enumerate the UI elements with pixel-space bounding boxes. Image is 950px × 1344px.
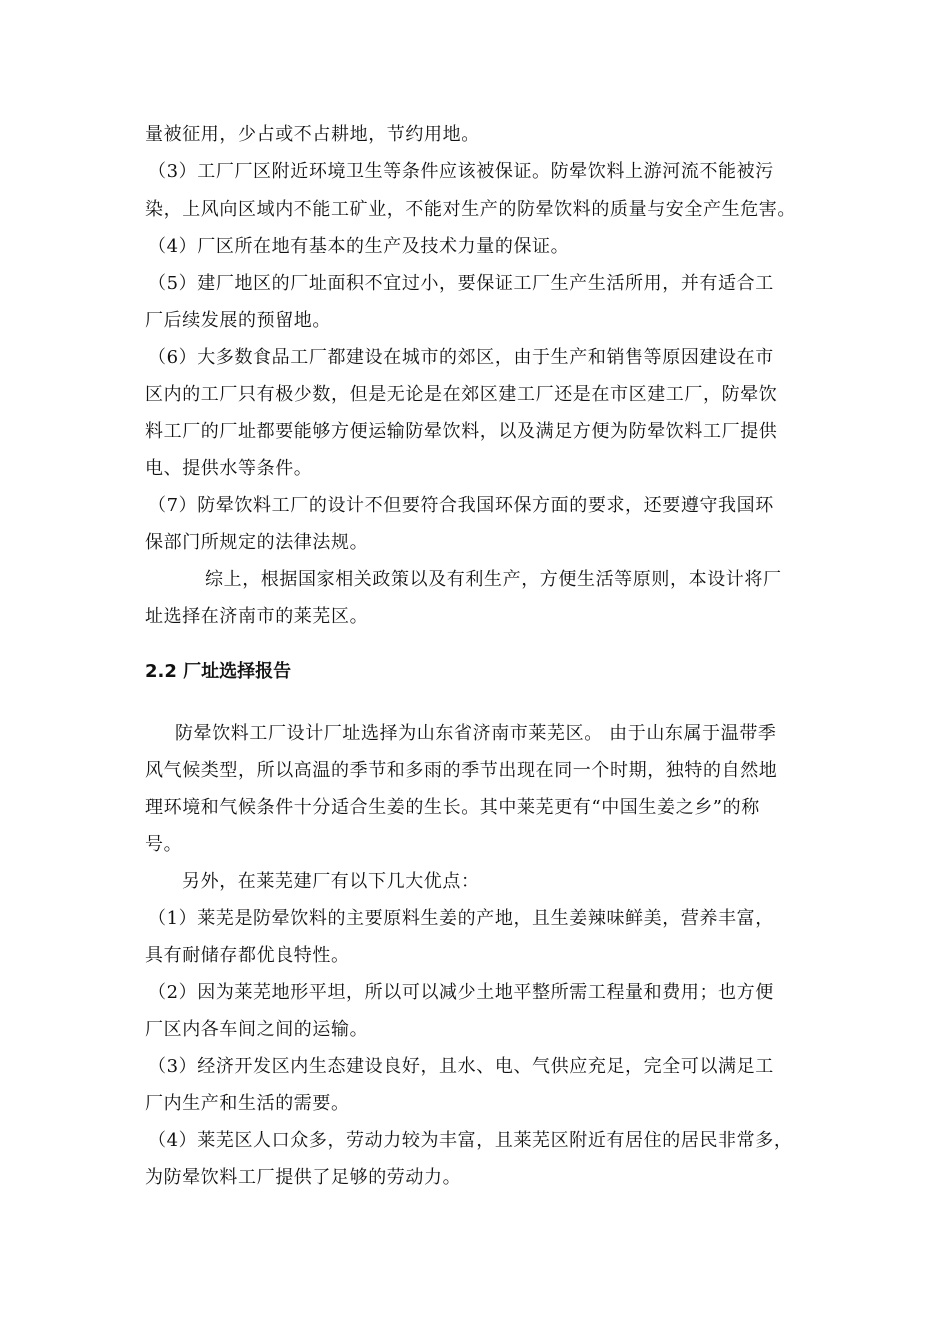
text-line: 为防晕饮料工厂提供了足够的劳动力。 <box>145 1167 462 1188</box>
text-line: （4）莱芜区人口众多，劳动力较为丰富，且莱芜区附近有居住的居民非常多， <box>148 1130 793 1151</box>
text-line: 号。 <box>145 834 183 855</box>
text-line: （2）因为莱芜地形平坦，所以可以减少土地平整所需工程量和费用；也方便 <box>148 982 774 1003</box>
text-line: 风气候类型，所以高温的季节和多雨的季节出现在同一个时期，独特的自然地 <box>145 760 778 781</box>
text-line: （7）防晕饮料工厂的设计不但要符合我国环保方面的要求，还要遵守我国环 <box>148 495 774 516</box>
text-line: （1）莱芜是防晕饮料的主要原料生姜的产地，且生姜辣味鲜美，营养丰富， <box>148 908 774 929</box>
text-line: 址选择在济南市的莱芜区。 <box>145 606 369 627</box>
text-line: 另外，在莱芜建厂有以下几大优点： <box>182 871 480 892</box>
text-line: （3）经济开发区内生态建设良好，且水、电、气供应充足，完全可以满足工 <box>148 1056 774 1077</box>
text-line: 染，上风向区域内不能工矿业，不能对生产的防晕饮料的质量与安全产生危害。 <box>145 199 796 220</box>
section-heading: 2.2 厂址选择报告 <box>145 661 292 682</box>
text-line: 电、提供水等条件。 <box>145 458 313 479</box>
text-line: 厂区内各车间之间的运输。 <box>145 1019 369 1040</box>
text-line: 保部门所规定的法律法规。 <box>145 532 369 553</box>
text-line: 料工厂的厂址都要能够方便运输防晕饮料，以及满足方便为防晕饮料工厂提供 <box>145 421 778 442</box>
text-line: 具有耐储存都优良特性。 <box>145 945 350 966</box>
text-line: 防晕饮料工厂设计厂址选择为山东省济南市莱芜区。 由于山东属于温带季 <box>175 723 777 744</box>
text-line: 区内的工厂只有极少数，但是无论是在郊区建工厂还是在市区建工厂，防晕饮 <box>145 384 778 405</box>
text-line: 理环境和气候条件十分适合生姜的生长。其中莱芜更有“中国生姜之乡”的称 <box>145 797 760 818</box>
text-line: （4）厂区所在地有基本的生产及技术力量的保证。 <box>148 236 570 257</box>
text-line: （3）工厂厂区附近环境卫生等条件应该被保证。防晕饮料上游河流不能被污 <box>148 161 774 182</box>
text-line: 厂后续发展的预留地。 <box>145 310 331 331</box>
text-line: （6）大多数食品工厂都建设在城市的郊区，由于生产和销售等原因建设在市 <box>148 347 774 368</box>
text-line: 厂内生产和生活的需要。 <box>145 1093 350 1114</box>
text-line: 量被征用，少占或不占耕地，节约用地。 <box>145 124 480 145</box>
text-line: 综上，根据国家相关政策以及有利生产，方便生活等原则，本设计将厂 <box>205 569 782 590</box>
text-line: （5）建厂地区的厂址面积不宜过小，要保证工厂生产生活所用，并有适合工 <box>148 273 774 294</box>
